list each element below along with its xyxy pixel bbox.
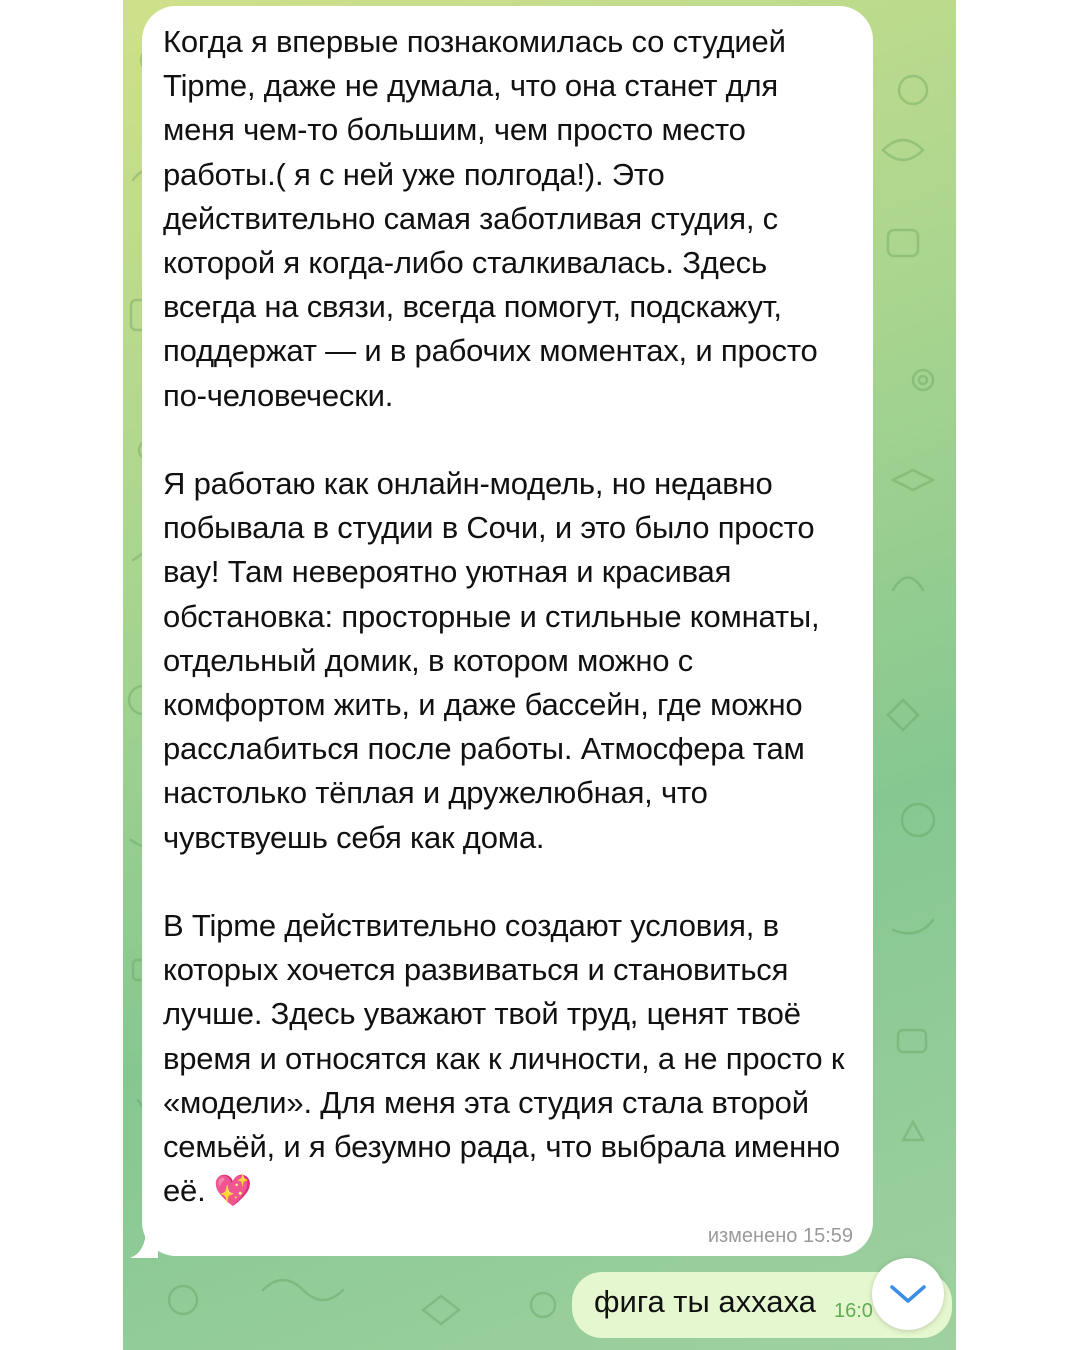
outgoing-message-text: фига ты аххаха [594, 1284, 816, 1319]
message-edited-timestamp: изменено 15:59 [707, 1225, 853, 1247]
incoming-message-text: Когда я впервые познакомилась со студией Tipme, даже не думала, что она станет для меня чем-то большим, чем просто место работы.( я с ней уже полгода!). Это действительно самая заботливая студия, с которой я когда-либо сталкивалась. Здесь всегда на связи, всегда помогут, подскажут, поддержат — и в рабочих моментах, и просто по-человечески. Я работаю как онлайн-модель, но недавно побывала в студии в Сочи, и это было просто вау! Там невероятно уютная и красивая обстановка: просторные и стильные комнаты, отдельный домик, в котором можно с комфортом жить, и даже бассейн, где можно расслабиться после работы. Атмосфера там настолько тёплая и дружелюбная, что чувствуешь себя как дома. В Tipme действительно создают условия, в которых хочется развиваться и становиться лучше. Здесь уважают твой труд, ценят твоё время и относятся как к личности, а не просто к «модели». Для меня эта студия стала второй семьёй, и я безумно рада, что выбрала именно её. 💖 [163, 24, 845, 1209]
scroll-to-bottom-button[interactable] [872, 1258, 944, 1330]
outgoing-message-time: 16:0 [834, 1300, 873, 1322]
sparkling-heart-icon: 💖 [213, 1173, 253, 1209]
chevron-down-icon [888, 1282, 928, 1306]
incoming-message-bubble[interactable] [142, 6, 873, 1256]
